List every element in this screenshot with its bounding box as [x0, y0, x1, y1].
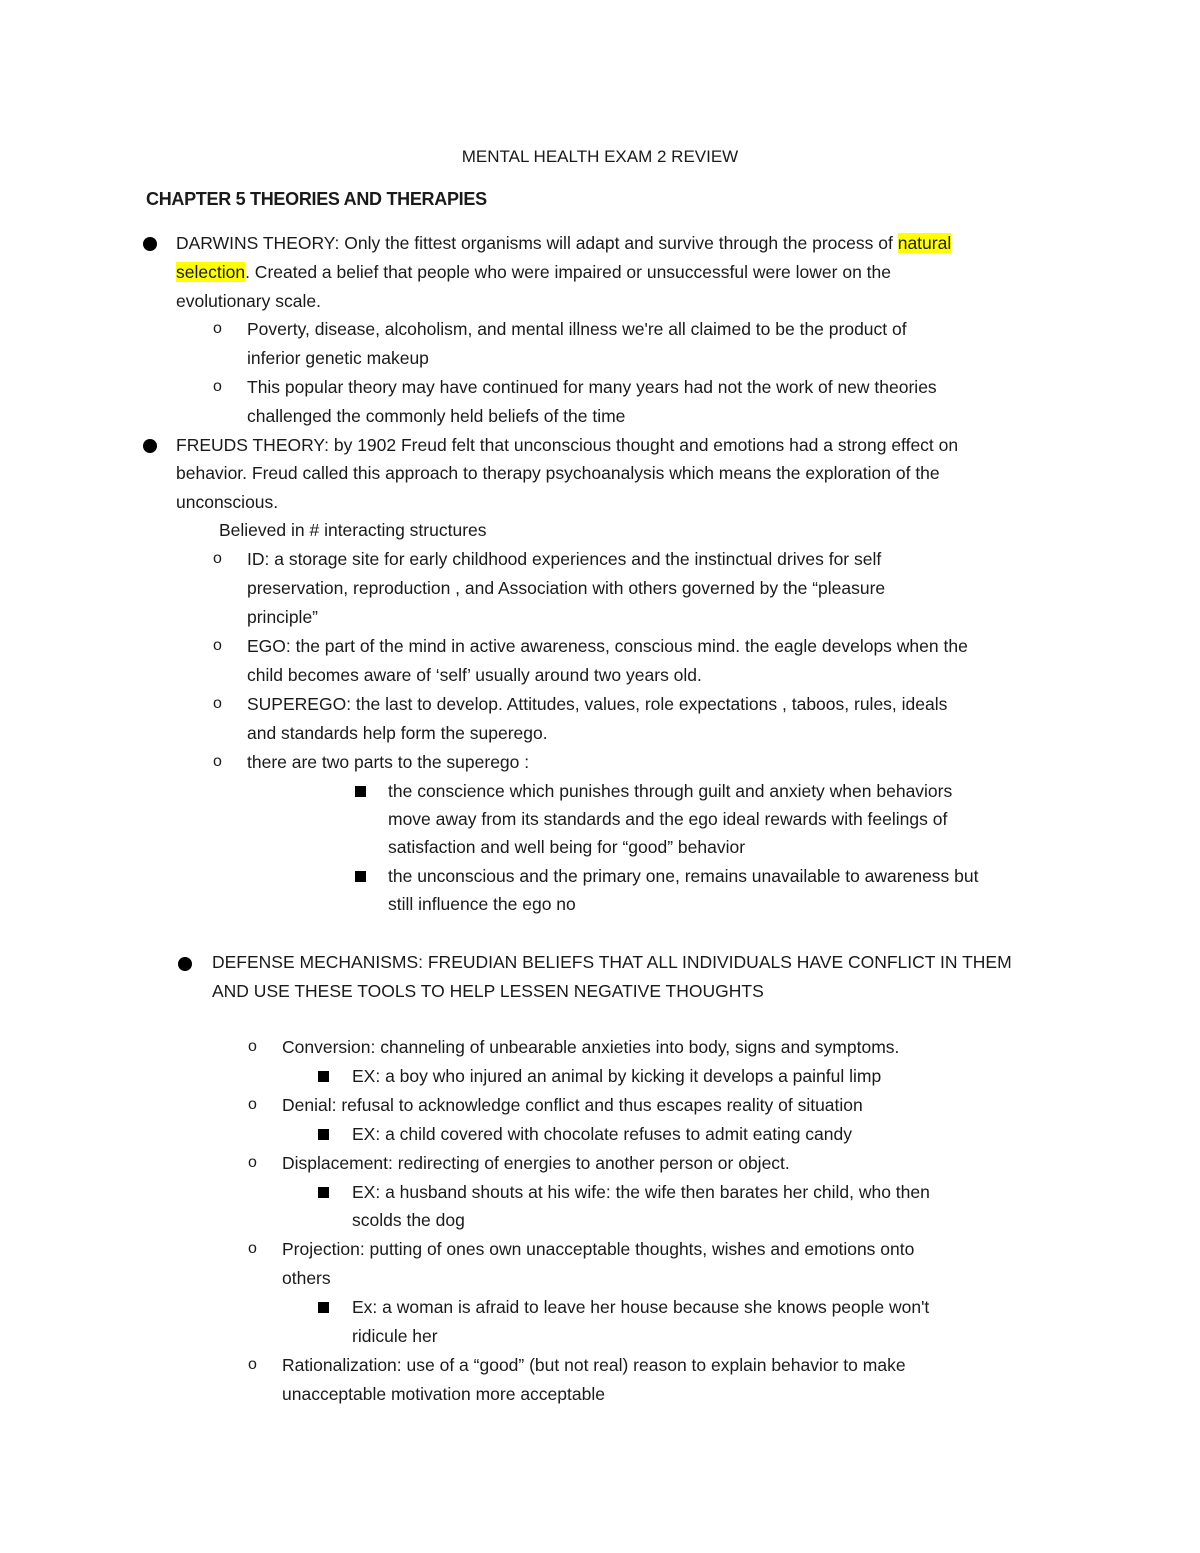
bullet-circle-icon: o: [213, 550, 222, 567]
defense-rationalization-line-1: Rationalization: use of a “good” (but not real) reason to explain behavior to make: [282, 1355, 906, 1375]
freud-believed: Believed in # interacting structures: [219, 520, 487, 540]
bullet-square-icon: [318, 1187, 329, 1198]
darwin-sub2-line-1: This popular theory may have continued for many years had not the work of new theories: [247, 377, 937, 397]
freud-superego-line-2: and standards help form the superego.: [247, 723, 548, 743]
defense-denial: Denial: refusal to acknowledge conflict and thus escapes reality of situation: [282, 1095, 863, 1115]
freud-line-2: behavior. Freud called this approach to therapy psychoanalysis which means the exploration of the: [176, 463, 940, 483]
bullet-square-icon: [355, 786, 366, 797]
bullet-circle-icon: o: [213, 320, 222, 337]
defense-projection-example-line-2: ridicule her: [352, 1326, 438, 1346]
freud-part1-line-3: satisfaction and well being for “good” behavior: [388, 837, 746, 857]
darwin-text: . Created a belief that people who were impaired or unsuccessful were lower on the: [245, 262, 891, 282]
defense-projection-line-2: others: [282, 1268, 331, 1288]
defense-denial-example: EX: a child covered with chocolate refuses to admit eating candy: [352, 1124, 852, 1144]
bullet-circle-icon: o: [248, 1356, 257, 1373]
freud-ego-line-2: child becomes aware of ‘self’ usually around two years old.: [247, 665, 702, 685]
defense-conversion-example: EX: a boy who injured an animal by kicking it develops a painful limp: [352, 1066, 882, 1086]
bullet-disc-icon: [143, 237, 157, 251]
bullet-circle-icon: o: [248, 1154, 257, 1171]
defense-line-2: AND USE THESE TOOLS TO HELP LESSEN NEGATIVE THOUGHTS: [212, 981, 764, 1001]
highlighted-text: natural: [897, 233, 952, 253]
bullet-circle-icon: o: [248, 1240, 257, 1257]
chapter-heading: CHAPTER 5 THEORIES AND THERAPIES: [146, 189, 487, 209]
defense-projection-example-line-1: Ex: a woman is afraid to leave her house because she knows people won't: [352, 1297, 930, 1317]
bullet-circle-icon: o: [248, 1038, 257, 1055]
freud-part2-line-1: the unconscious and the primary one, remains unavailable to awareness but: [388, 866, 979, 886]
bullet-square-icon: [318, 1302, 329, 1313]
freud-ego-line-1: EGO: the part of the mind in active awareness, conscious mind. the eagle develops when the: [247, 636, 968, 656]
bullet-circle-icon: o: [213, 637, 222, 654]
darwin-sub1-line-1: Poverty, disease, alcoholism, and mental illness we're all claimed to be the product of: [247, 319, 907, 339]
bullet-disc-icon: [178, 957, 192, 971]
bullet-square-icon: [318, 1129, 329, 1140]
freud-part1-line-1: the conscience which punishes through guilt and anxiety when behaviors: [388, 781, 953, 801]
defense-rationalization-line-2: unacceptable motivation more acceptable: [282, 1384, 605, 1404]
darwin-sub1-line-2: inferior genetic makeup: [247, 348, 429, 368]
freud-parts: there are two parts to the superego :: [247, 752, 530, 772]
freud-line-3: unconscious.: [176, 492, 279, 512]
bullet-circle-icon: o: [213, 378, 222, 395]
darwin-sub2-line-2: challenged the commonly held beliefs of the time: [247, 406, 626, 426]
bullet-square-icon: [355, 871, 366, 882]
freud-part1-line-2: move away from its standards and the ego ideal rewards with feelings of: [388, 809, 948, 829]
freud-id-line-2: preservation, reproduction , and Association with others governed by the “pleasure: [247, 578, 886, 598]
darwin-line-3: evolutionary scale.: [176, 291, 321, 311]
freud-part2-line-2: still influence the ego no: [388, 894, 576, 914]
darwin-text: DARWINS THEORY: Only the fittest organisms will adapt and survive through the process of: [176, 233, 898, 253]
bullet-disc-icon: [143, 439, 157, 453]
document-title: MENTAL HEALTH EXAM 2 REVIEW: [461, 147, 739, 166]
defense-displacement-example-line-2: scolds the dog: [352, 1210, 465, 1230]
defense-line-1: DEFENSE MECHANISMS: FREUDIAN BELIEFS THAT ALL INDIVIDUALS HAVE CONFLICT IN THEM: [212, 952, 1012, 972]
bullet-circle-icon: o: [213, 753, 222, 770]
bullet-square-icon: [318, 1071, 329, 1082]
highlighted-text: selection: [176, 262, 246, 282]
freud-superego-line-1: SUPEREGO: the last to develop. Attitudes, values, role expectations , taboos, rules, ideals: [247, 694, 948, 714]
defense-displacement: Displacement: redirecting of energies to another person or object.: [282, 1153, 790, 1173]
defense-conversion: Conversion: channeling of unbearable anxieties into body, signs and symptoms.: [282, 1037, 900, 1057]
bullet-circle-icon: o: [248, 1096, 257, 1113]
freud-id-line-1: ID: a storage site for early childhood experiences and the instinctual drives for self: [247, 549, 882, 569]
darwin-line-1: [176, 231, 951, 255]
defense-projection-line-1: Projection: putting of ones own unacceptable thoughts, wishes and emotions onto: [282, 1239, 915, 1259]
defense-displacement-example-line-1: EX: a husband shouts at his wife: the wife then barates her child, who then: [352, 1182, 930, 1202]
freud-line-1: FREUDS THEORY: by 1902 Freud felt that unconscious thought and emotions had a strong effect on: [176, 435, 959, 455]
bullet-circle-icon: o: [213, 695, 222, 712]
freud-id-line-3: principle”: [247, 607, 318, 627]
darwin-line-2: [176, 260, 891, 284]
